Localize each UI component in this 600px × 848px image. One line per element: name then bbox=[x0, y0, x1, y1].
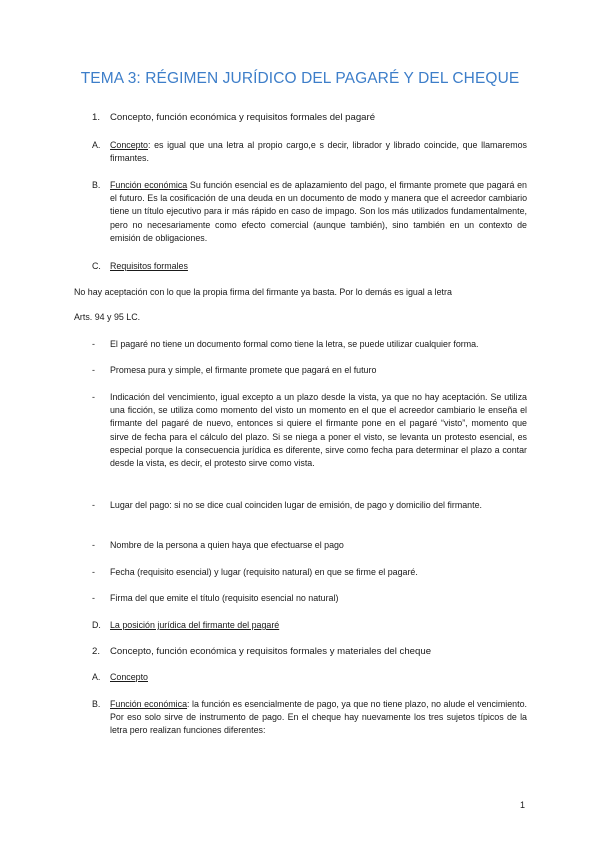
item-c-label: C. bbox=[92, 261, 101, 271]
item-b2-term: Función económica bbox=[110, 699, 188, 709]
bullet-marker: - bbox=[92, 339, 95, 349]
bullet-marker: - bbox=[92, 392, 95, 402]
item-b-paragraph bbox=[110, 179, 527, 245]
item-a2-term: Concepto bbox=[110, 672, 148, 682]
bullet-marker: - bbox=[92, 500, 95, 510]
section-1-heading: Concepto, función económica y requisitos formales del pagaré bbox=[110, 112, 376, 123]
section-2-heading: Concepto, función económica y requisitos formales y materiales del cheque bbox=[110, 646, 432, 657]
item-a-paragraph bbox=[110, 139, 527, 165]
bullet-marker: - bbox=[92, 593, 95, 603]
bullet-item: El pagaré no tiene un documento formal como tiene la letra, se puede utilizar cualquier forma. bbox=[110, 339, 479, 349]
paragraph-articulos: Arts. 94 y 95 LC. bbox=[74, 312, 141, 322]
document-title: TEMA 3: RÉGIMEN JURÍDICO DEL PAGARÉ Y DEL CHEQUE bbox=[80, 70, 520, 87]
bullet-item: Nombre de la persona a quien haya que efectuarse el pago bbox=[110, 540, 344, 550]
bullet-item: Indicación del vencimiento, igual excepto a un plazo desde la vista, ya que no hay aceptación. Se utiliza una ficción, se utiliza como momento del visto un momento en el que el acreedor cambiario le enseña el firmante del pagaré de nuevo, entonces si quiere el firmante pone en el pagaré “visto”, momento que sirve de fecha para el cálculo del plazo. Si se niega a poner el visto, se levanta un protesto esencial, es especial porque la consecuencia jurídica es diferente, sirve como fecha para determinar el plazo a contar desde la vista, es decir, el protesto sirve como vista. bbox=[110, 392, 527, 469]
section-1-number: 1. bbox=[92, 112, 101, 123]
bullet-item: Firma del que emite el título (requisito esencial no natural) bbox=[110, 593, 339, 603]
item-a-text: : es igual que una letra al propio cargo,e s decir, librador y librado coincide, que llamaremos firmantes. bbox=[110, 140, 527, 164]
item-d-term: La posición jurídica del firmante del pagaré bbox=[110, 620, 280, 630]
item-b-label: B. bbox=[92, 180, 101, 190]
item-b2-label: B. bbox=[92, 699, 101, 709]
bullet-item: Fecha (requisito esencial) y lugar (requisito natural) en que se firme el pagaré. bbox=[110, 567, 418, 577]
item-a-term: Concepto bbox=[110, 140, 148, 150]
bullet-item: Promesa pura y simple, el firmante promete que pagará en el futuro bbox=[110, 365, 377, 375]
paragraph-aceptacion: No hay aceptación con lo que la propia firma del firmante ya basta. Por lo demás es igual a letra bbox=[74, 287, 452, 297]
section-2-number: 2. bbox=[92, 646, 101, 657]
item-b-text: Su función esencial es de aplazamiento del pago, el firmante promete que pagará en el futuro. Es la cosificación de una deuda en un documento de modo y manera que el acreedor cambiario tiene un título ejecutivo para ir más rápido en caso de impago. Son los más utilizados fundamentalmente, pero no necesariamente como efecto comercial (aunque también), sino también en un contexto de emisión de obligaciones. bbox=[110, 180, 527, 243]
item-b2-paragraph bbox=[110, 698, 527, 738]
item-d-label: D. bbox=[92, 620, 101, 630]
item-c-term: Requisitos formales bbox=[110, 261, 188, 271]
item-b-term: Función económica bbox=[110, 180, 188, 190]
bullet-marker: - bbox=[92, 540, 95, 550]
bullet-marker: - bbox=[92, 365, 95, 375]
item-b2-text: : la función es esencialmente de pago, ya que no tiene plazo, no alude el vencimiento. Por eso solo sirve de instrumento de pago. En el cheque hay nuevamente los tres sujetos típicos de la letra pero realizan funciones diferentes: bbox=[110, 699, 527, 736]
item-a-label: A. bbox=[92, 140, 101, 150]
bullet-item: Lugar del pago: si no se dice cual coinciden lugar de emisión, de pago y domicilio del firmante. bbox=[110, 500, 482, 510]
page-number: 1 bbox=[520, 800, 526, 810]
bullet-marker: - bbox=[92, 567, 95, 577]
item-a2-label: A. bbox=[92, 672, 101, 682]
